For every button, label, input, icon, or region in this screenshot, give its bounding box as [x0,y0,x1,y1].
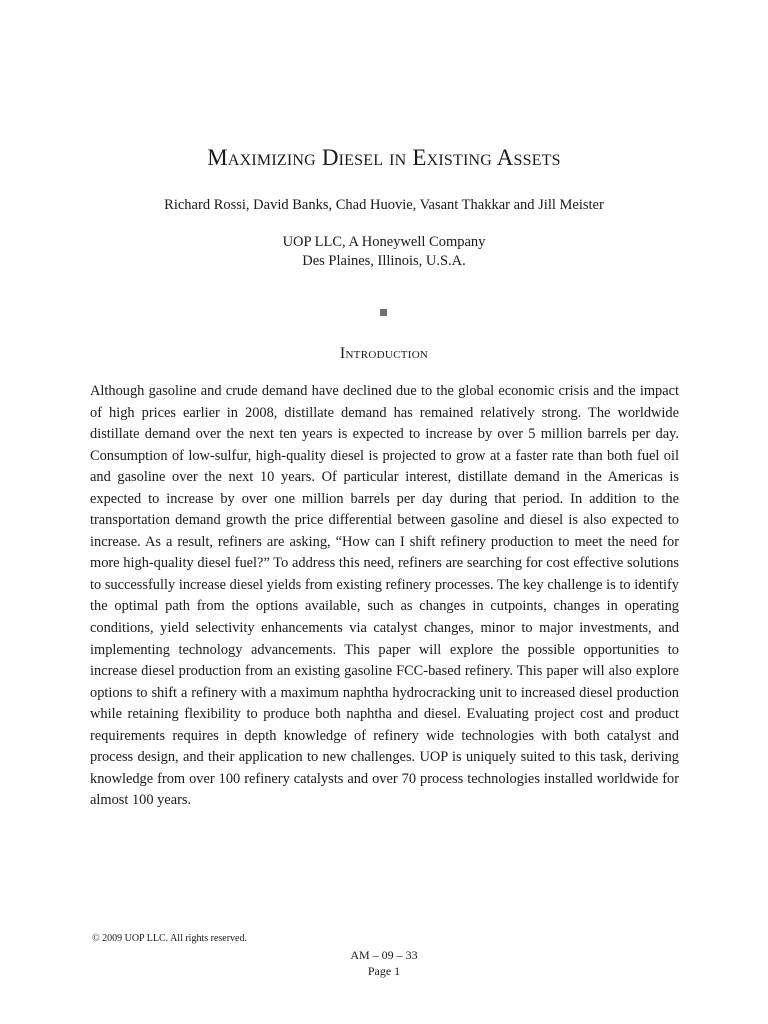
section-separator-icon [380,309,387,316]
document-code: AM – 09 – 33 [350,948,418,962]
affiliation-block [0,233,768,271]
section-heading: Introduction [339,345,429,362]
author-list: Richard Rossi, David Banks, Chad Huovie, Vasant Thakkar and Jill Meister [164,197,604,213]
affiliation-location: Des Plaines, Illinois, U.S.A. [302,253,466,269]
affiliation-organization: UOP LLC, A Honeywell Company [282,234,486,250]
page-number: Page 1 [367,964,401,978]
introduction-paragraph: Although gasoline and crude demand have declined due to the global economic crisis and the impact of high prices earlier in 2008, distillate demand has remained relatively strong. The worldwide distillate demand over the next ten years is expected to increase by over 5 million barrels per day. Consumption of low-sulfur, high-quality diesel is projected to grow at a faster rate than both fuel oil and gasoline over the next 10 years. Of particular interest, distillate demand in the Americas is expected to increase by over one million barrels per day during that period. In addition to the transportation demand growth the price differential between gasoline and diesel is also expected to increase. As a result, refiners are asking, “How can I shift refinery production to meet the need for more high-quality diesel fuel?” To address this need, refiners are searching for cost effective solutions to successfully increase diesel yields from existing refinery processes. The key challenge is to identify the optimal path from the options available, such as changes in cutpoints, changes in operating conditions, yield selectivity enhancements via catalyst changes, minor to major investments, and implementing technology advancements. This paper will explore the possible opportunities to increase diesel production from an existing gasoline FCC-based refinery. This paper will also explore options to shift a refinery with a maximum naphtha hydrocracking unit to increased diesel production while retaining flexibility to produce both naphtha and diesel. Evaluating project cost and product requirements requires in depth knowledge of refinery wide technologies with both catalyst and process design, and their application to new challenges. UOP is uniquely suited to this task, deriving knowledge from over 100 refinery catalysts and over 70 process technologies installed worldwide for almost 100 years. [90,383,679,809]
copyright-notice: © 2009 UOP LLC. All rights reserved. [92,933,247,944]
paper-title: Maximizing Diesel in Existing Assets [207,145,561,170]
